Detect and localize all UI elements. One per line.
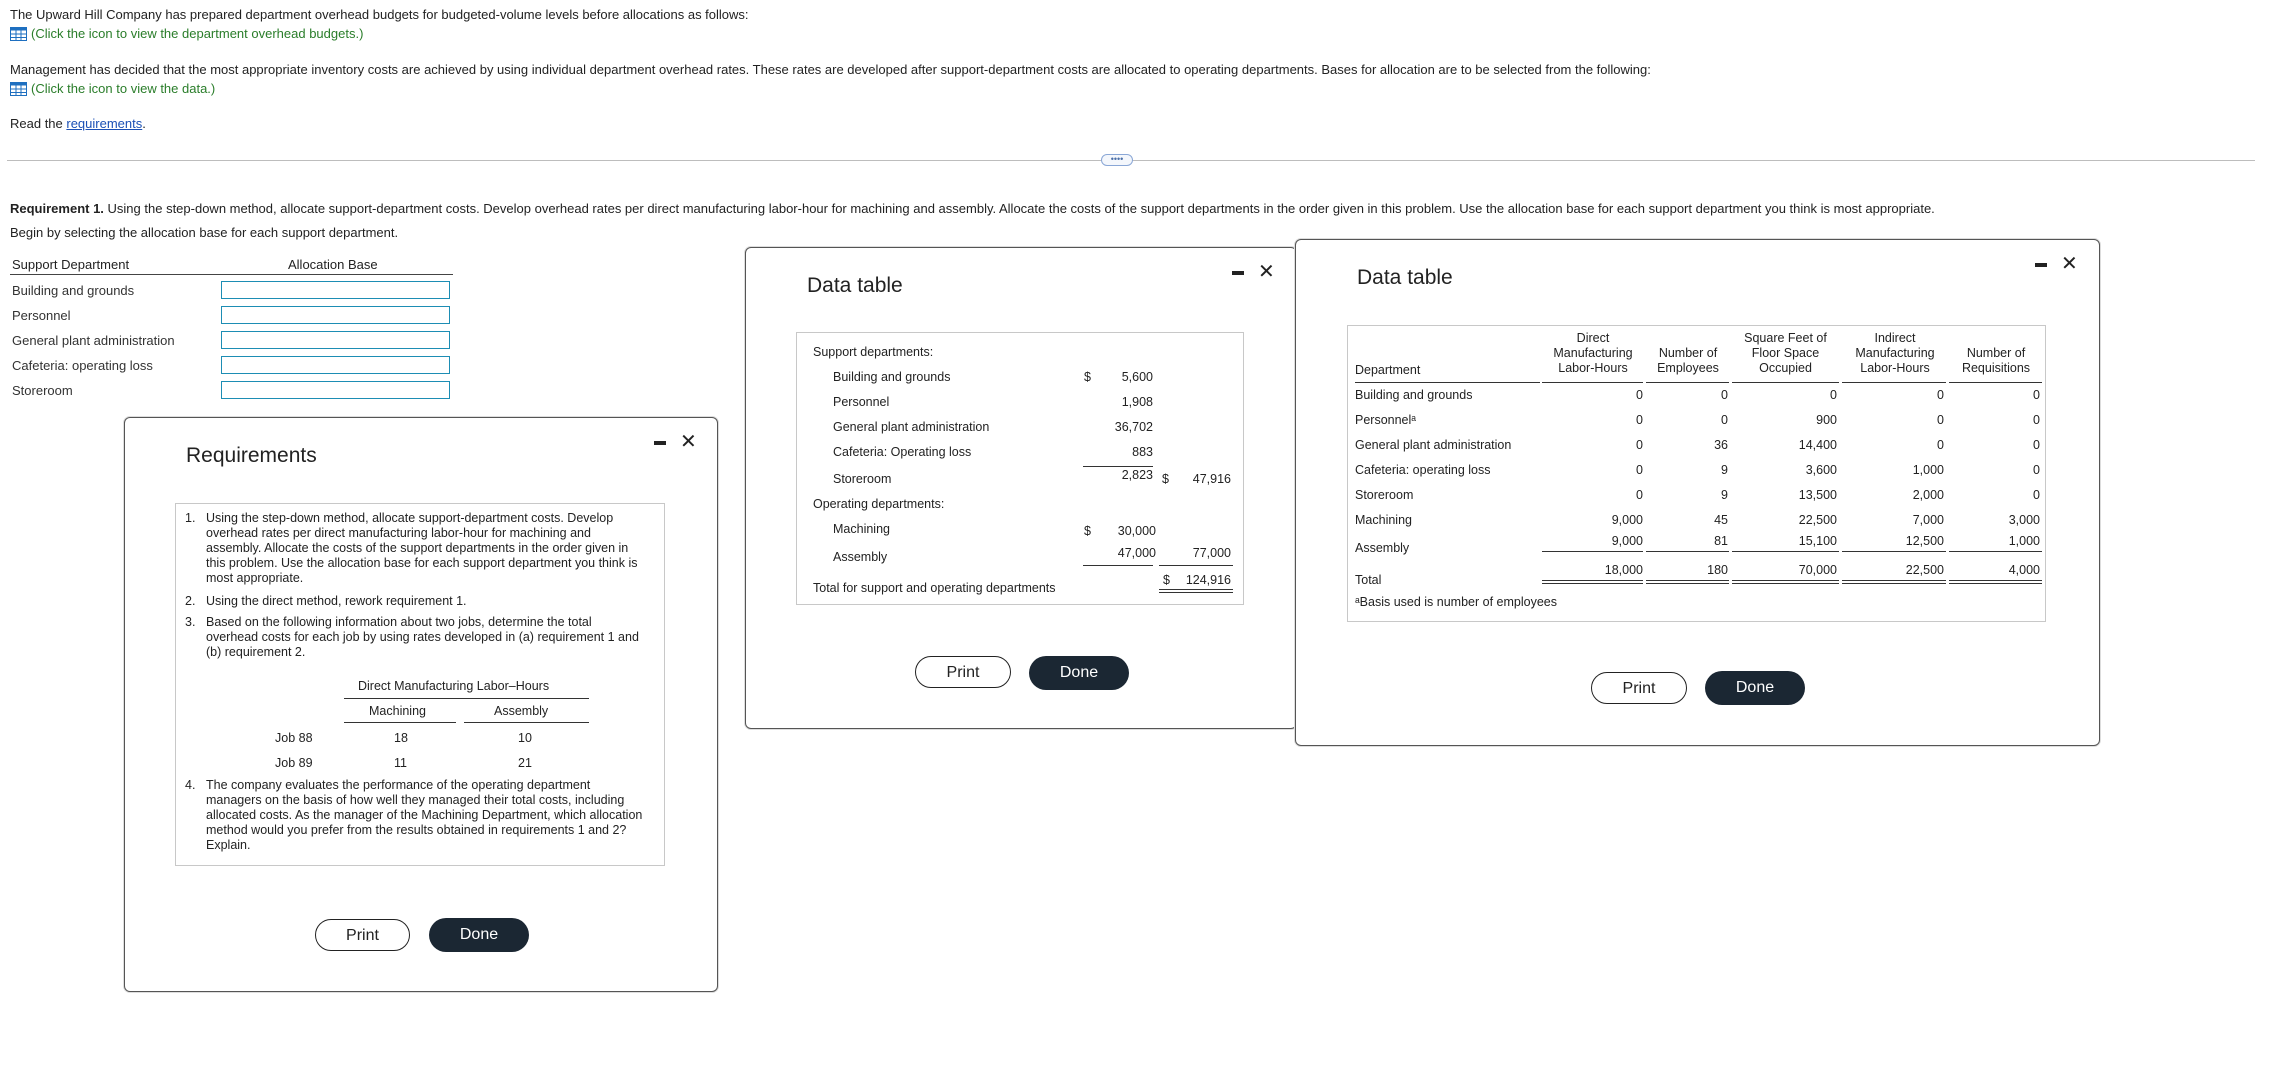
row-value: 1,000: [2008, 534, 2040, 548]
footnote: ᵃBasis used is number of employees: [1355, 595, 1557, 609]
row-value: 0: [2033, 438, 2040, 452]
job-assembly-value: 10: [518, 731, 532, 745]
total-value: 4,000: [2008, 563, 2040, 577]
table-icon[interactable]: [10, 27, 27, 44]
support-departments-header: Support departments:: [813, 345, 934, 359]
row-value: 7,000: [1912, 513, 1944, 527]
row-value: 0: [1636, 488, 1643, 502]
row-value: 30,000: [1117, 524, 1156, 538]
row-value: 36: [1714, 438, 1728, 452]
grand-total: 124,916: [1185, 573, 1231, 587]
header-rule: [1949, 382, 2042, 383]
header-line: Floor Space: [1751, 346, 1820, 360]
minimize-icon[interactable]: [2035, 263, 2047, 267]
read-requirements: [10, 116, 146, 131]
total-rule: [1732, 551, 1839, 552]
minimize-icon[interactable]: [1232, 271, 1244, 275]
row-value: 0: [2033, 463, 2040, 477]
job-col-assembly: Assembly: [494, 704, 549, 718]
dollar-sign: $: [1163, 573, 1170, 587]
support-total: 47,916: [1192, 472, 1231, 486]
row-label: Assembly: [833, 550, 888, 564]
double-rule: [1159, 589, 1233, 590]
row-value: 47,000: [1117, 546, 1156, 560]
row-label: Machining: [1355, 513, 1412, 527]
collapse-toggle-button[interactable]: ••••: [1101, 154, 1133, 166]
double-rule: [1732, 583, 1839, 584]
job-machining-value: 18: [394, 731, 408, 745]
row-value: 9: [1721, 488, 1728, 502]
dollar-sign: $: [1162, 472, 1169, 486]
total-value: 18,000: [1604, 563, 1643, 577]
row-value: 0: [2033, 413, 2040, 427]
row-value: 0: [1636, 463, 1643, 477]
data-icon-link[interactable]: [10, 81, 215, 99]
header-rule: [10, 274, 453, 275]
header-line: Manufacturing: [1553, 346, 1633, 360]
data-table-2-done-button[interactable]: Done: [1705, 671, 1805, 705]
job-rule: [344, 698, 589, 699]
row-value: 883: [1132, 445, 1153, 459]
header-line: Labor-Hours: [1558, 361, 1628, 375]
double-rule: [1732, 580, 1839, 581]
row-value: 5,600: [1121, 370, 1153, 384]
row-label: Personnel: [833, 395, 890, 409]
read-suffix: .: [142, 116, 146, 131]
total-value: 22,500: [1905, 563, 1944, 577]
requirement-item: [185, 615, 645, 660]
item-text: Using the direct method, rework requirement 1.: [206, 594, 467, 608]
row-value: 45: [1714, 513, 1728, 527]
row-value: 0: [2033, 488, 2040, 502]
double-rule: [1159, 592, 1233, 593]
alloc-row-label: Personnel: [12, 308, 71, 323]
header-line: Indirect: [1874, 331, 1916, 345]
header-rule: [1732, 382, 1839, 383]
row-label: Machining: [833, 522, 890, 536]
row-value: 1,908: [1121, 395, 1153, 409]
item-text: Based on the following information about two jobs, determine the total overhead costs for each job by using rates developed in (a) requirement 1 and (b) requirement 2.: [206, 615, 639, 659]
data-table-2-print-button[interactable]: Print: [1591, 672, 1687, 704]
data-link-text[interactable]: (Click the icon to view the data.): [31, 81, 216, 96]
intro-line-1: The Upward Hill Company has prepared department overhead budgets for budgeted-volume levels before allocations as follows:: [10, 7, 749, 22]
total-value: 70,000: [1798, 563, 1837, 577]
header-line: Requisitions: [1961, 361, 2031, 375]
minimize-icon[interactable]: [654, 441, 666, 445]
row-value: 13,500: [1798, 488, 1837, 502]
double-rule: [1542, 580, 1643, 581]
dmlh-header: [1545, 331, 1641, 376]
row-value: 9: [1721, 463, 1728, 477]
job-rule: [344, 722, 456, 723]
item-number: 1.: [185, 511, 196, 525]
subtotal-rule: [1083, 565, 1153, 566]
row-value: 1,000: [1912, 463, 1944, 477]
row-label: Assembly: [1355, 541, 1410, 555]
item-number: 2.: [185, 594, 196, 608]
header-rule: [1646, 382, 1729, 383]
read-prefix: Read the: [10, 116, 67, 131]
job-rule: [464, 722, 589, 723]
job-table-header: Direct Manufacturing Labor–Hours: [358, 679, 550, 693]
data-table-title: Data table: [807, 274, 903, 297]
header-line: Square Feet of: [1744, 331, 1827, 345]
job-machining-value: 11: [394, 756, 407, 770]
budgets-link-text[interactable]: (Click the icon to view the department overhead budgets.): [31, 26, 364, 41]
requirement-1-body: Using the step-down method, allocate support-department costs. Develop overhead rates per direct manufacturing labor-hour for machining and assembly. Allocate the costs of the support departments in the order given in this problem. Use the allocation base for each support department you think is most appropriate.: [103, 201, 1935, 216]
row-label: Cafeteria: operating loss: [1355, 463, 1491, 477]
row-value: 0: [1636, 388, 1643, 402]
requirements-list: [175, 503, 665, 866]
row-label: Building and grounds: [1355, 388, 1473, 402]
data-table-1-done-button[interactable]: Done: [1029, 656, 1129, 690]
double-rule: [1949, 580, 2042, 581]
requirement-item: [185, 594, 645, 609]
intro-line-2: Management has decided that the most appropriate inventory costs are achieved by using individual department overhead rates. These rates are developed after support-department costs are allocated to operating departments. Bases for allocation are to be selected from the following:: [10, 62, 1651, 77]
double-rule: [1542, 583, 1643, 584]
total-rule: [1842, 551, 1946, 552]
window-controls: [1232, 262, 1275, 282]
alloc-row-label: Cafeteria: operating loss: [12, 358, 153, 373]
total-label: Total: [1355, 573, 1382, 587]
row-value: 0: [1721, 388, 1728, 402]
requirement-item: [185, 511, 645, 586]
dollar-sign: $: [1084, 524, 1091, 538]
alloc-row-label: Storeroom: [12, 383, 73, 398]
row-value: 0: [2033, 388, 2040, 402]
close-icon[interactable]: ✕: [2061, 253, 2078, 275]
department-header: Department: [1355, 363, 1421, 377]
row-label: Building and grounds: [833, 370, 951, 384]
row-value: 22,500: [1798, 513, 1837, 527]
header-rule: [1842, 382, 1946, 383]
row-value: 81: [1714, 534, 1728, 548]
header-line: Number of: [1658, 346, 1718, 360]
double-rule: [1949, 583, 2042, 584]
double-rule: [1646, 580, 1729, 581]
row-value: 2,000: [1912, 488, 1944, 502]
close-icon[interactable]: ✕: [1258, 261, 1275, 283]
total-value: 180: [1707, 563, 1728, 577]
item-text: Using the step-down method, allocate support-department costs. Develop overhead rates per direct manufacturing labor-hour for machining and assembly. Allocate the costs of the support departments in the order given in this problem. Use the allocation base for each support department you think is most appropriate.: [206, 511, 638, 585]
grand-total-label: Total for support and operating departments: [813, 581, 1056, 595]
row-value: 9,000: [1611, 513, 1643, 527]
header-line: Manufacturing: [1855, 346, 1935, 360]
item-number: 4.: [185, 778, 196, 792]
row-label: Storeroom: [833, 472, 892, 486]
requisitions-header: [1951, 346, 2041, 376]
row-value: 900: [1816, 413, 1837, 427]
operating-total: 77,000: [1192, 546, 1231, 560]
allocation-base-header: Allocation Base: [288, 257, 378, 272]
item-number: 3.: [185, 615, 196, 629]
row-value: 3,600: [1805, 463, 1837, 477]
double-rule: [1842, 583, 1946, 584]
row-label: General plant administration: [833, 420, 990, 434]
row-label: Cafeteria: Operating loss: [833, 445, 972, 459]
total-rule: [1949, 551, 2042, 552]
header-line: Occupied: [1759, 361, 1812, 375]
row-value: 0: [1721, 413, 1728, 427]
row-value: 12,500: [1905, 534, 1944, 548]
requirement-1-label: Requirement 1.: [10, 201, 104, 216]
data-table-title: Data table: [1357, 266, 1453, 289]
allocation-base-dropdown-general-plant[interactable]: [221, 331, 450, 349]
row-label: Storeroom: [1355, 488, 1414, 502]
job-assembly-value: 21: [518, 756, 532, 770]
budgets-icon-link[interactable]: [10, 26, 363, 44]
requirements-done-button[interactable]: Done: [429, 918, 529, 952]
data-table-2: [1347, 325, 2046, 622]
requirements-title: Requirements: [186, 444, 317, 467]
header-line: Direct: [1576, 331, 1610, 345]
header-rule: [1355, 382, 1540, 383]
floor-space-header: [1733, 331, 1838, 376]
operating-departments-header: Operating departments:: [813, 497, 945, 511]
allocation-base-dropdown-personnel[interactable]: [221, 306, 450, 324]
job-label: Job 88: [275, 731, 313, 745]
requirement-1-text: [10, 201, 1935, 216]
requirements-print-button[interactable]: Print: [315, 919, 410, 951]
close-icon[interactable]: ✕: [680, 431, 697, 453]
alloc-row-label: General plant administration: [12, 333, 175, 348]
row-label: General plant administration: [1355, 438, 1512, 452]
header-line: Labor-Hours: [1860, 361, 1930, 375]
double-rule: [1646, 583, 1729, 584]
total-rule: [1542, 551, 1643, 552]
item-text: The company evaluates the performance of the operating department managers on the basis of how well they managed their total costs, including allocated costs. As the manager of the Machining Department, which allocation method would you prefer from the results obtained in requirements 1 and 2? Explain.: [206, 778, 643, 852]
allocation-base-dropdown-cafeteria[interactable]: [221, 356, 450, 374]
requirements-link[interactable]: requirements: [66, 116, 143, 131]
support-department-header: Support Department: [12, 257, 130, 272]
alloc-row-label: Building and grounds: [12, 283, 135, 298]
job-col-machining: Machining: [369, 704, 426, 718]
row-value: 2,823: [1121, 468, 1153, 482]
dollar-sign: $: [1084, 370, 1091, 384]
row-value: 0: [1636, 413, 1643, 427]
row-value: 14,400: [1798, 438, 1837, 452]
requirement-item: [185, 778, 645, 853]
row-value: 0: [1636, 438, 1643, 452]
row-value: 0: [1937, 388, 1944, 402]
data-table-1-print-button[interactable]: Print: [915, 656, 1011, 688]
window-controls: [654, 432, 697, 452]
header-line: Number of: [1966, 346, 2026, 360]
row-value: 36,702: [1114, 420, 1153, 434]
subtotal-rule: [1083, 466, 1153, 467]
row-label: Personnelᵃ: [1355, 413, 1416, 427]
total-rule: [1646, 551, 1729, 552]
data-table-1: [796, 332, 1244, 605]
table-icon[interactable]: [10, 82, 27, 99]
imlh-header: [1845, 331, 1945, 376]
double-rule: [1842, 580, 1946, 581]
job-label: Job 89: [275, 756, 313, 770]
row-value: 3,000: [2008, 513, 2040, 527]
row-value: 9,000: [1611, 534, 1643, 548]
row-value: 15,100: [1798, 534, 1837, 548]
row-value: 0: [1830, 388, 1837, 402]
begin-instruction: Begin by selecting the allocation base for each support department.: [10, 225, 399, 240]
allocation-base-dropdown-storeroom[interactable]: [221, 381, 450, 399]
allocation-base-dropdown-building[interactable]: [221, 281, 450, 299]
header-rule: [1542, 382, 1643, 383]
window-controls: [2035, 254, 2078, 274]
employees-header: [1648, 346, 1728, 376]
header-line: Employees: [1657, 361, 1719, 375]
row-value: 0: [1937, 413, 1944, 427]
subtotal-rule: [1159, 565, 1233, 566]
row-value: 0: [1937, 438, 1944, 452]
